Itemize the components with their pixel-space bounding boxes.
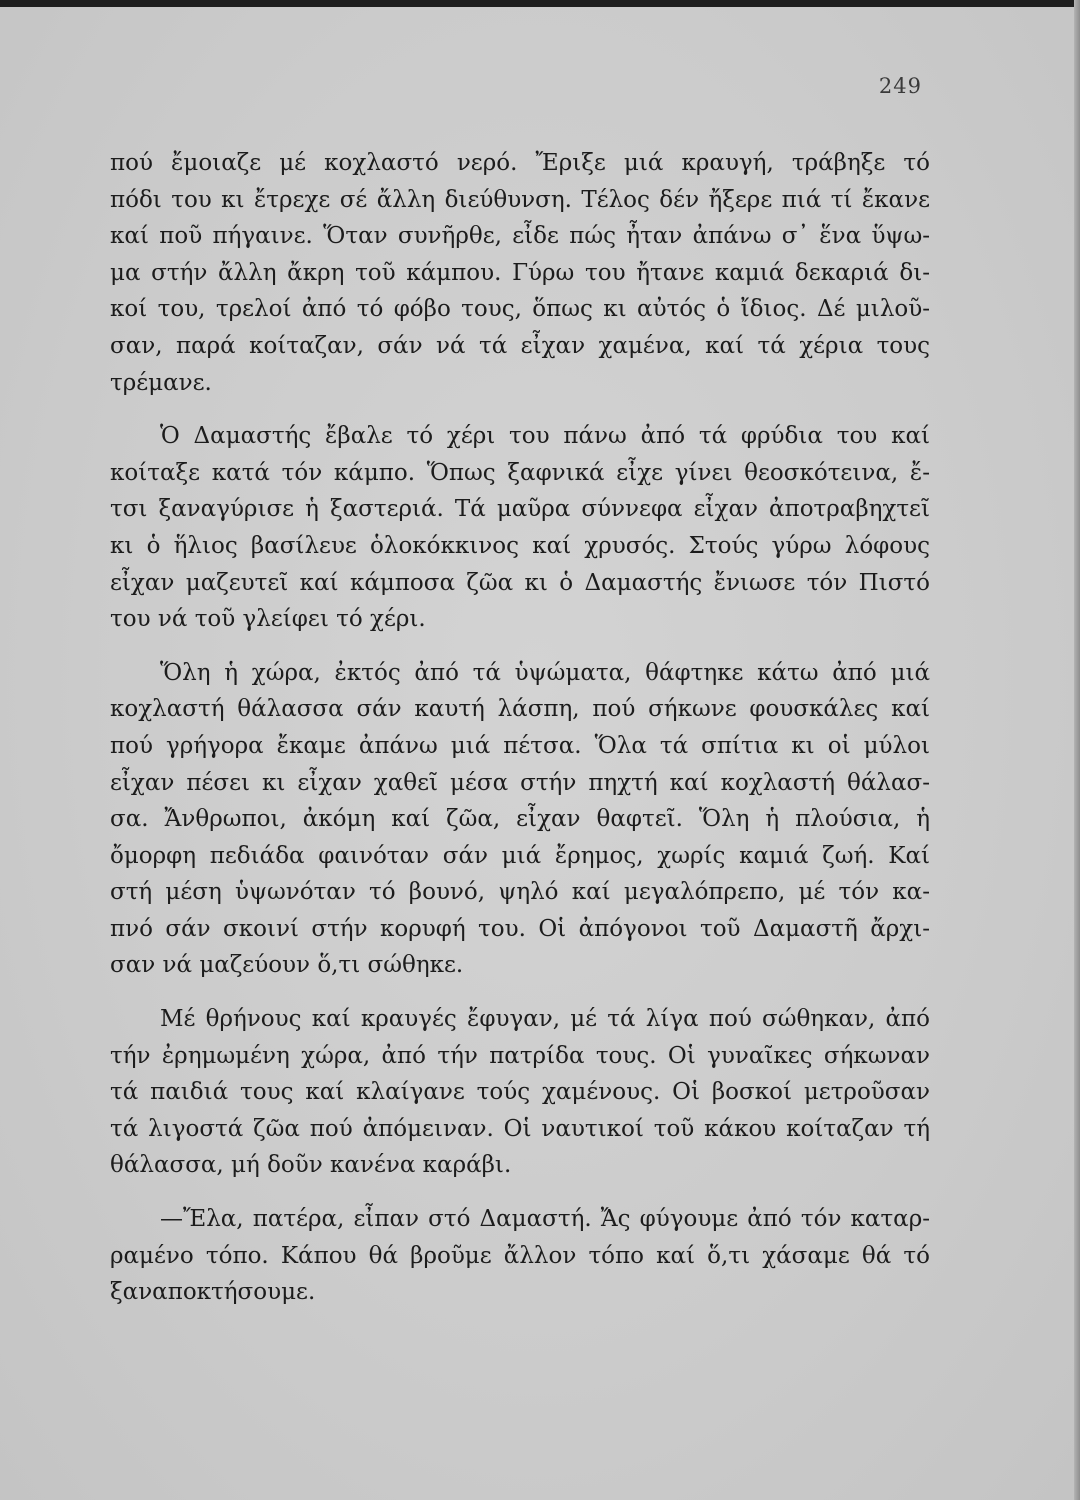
- text-line: τά παιδιά τους καί κλαίγανε τούς χαμένους. Οἱ βοσκοί μετροῦσαν: [110, 1079, 930, 1106]
- text-line: κοχλαστή θάλασσα σάν καυτή λάσπη, πού σήκωνε φουσκάλες καί: [110, 696, 930, 723]
- text-line: —Ἔλα, πατέρα, εἶπαν στό Δαμαστή. Ἄς φύγουμε ἀπό τόν καταρ-: [160, 1206, 930, 1233]
- text-line: κι ὁ ἥλιος βασίλευε ὁλοκόκκινος καί χρυσός. Στούς γύρω λόφους: [110, 532, 930, 559]
- text-line: μα στήν ἄλλη ἄκρη τοῦ κάμπου. Γύρω του ἤτανε καμιά δεκαριά δι-: [110, 259, 930, 286]
- paragraph-1: [110, 145, 930, 401]
- text-line: ὄμορφη πεδιάδα φαινόταν σάν μιά ἔρημος, χωρίς καμιά ζωή. Καί: [110, 842, 930, 869]
- text-line: τά λιγοστά ζῶα πού ἀπόμειναν. Οἱ ναυτικοί τοῦ κάκου κοίταζαν τή: [110, 1115, 930, 1142]
- text-line: θάλασσα, μή δοῦν κανένα καράβι.: [110, 1152, 512, 1179]
- text-line: Μέ θρήνους καί κραυγές ἔφυγαν, μέ τά λίγα πού σώθηκαν, ἀπό: [160, 1006, 930, 1033]
- text-line: Ὅλη ἡ χώρα, ἐκτός ἀπό τά ὑψώματα, θάφτηκε κάτω ἀπό μιά: [160, 659, 930, 686]
- text-line: στή μέση ὑψωνόταν τό βουνό, ψηλό καί μεγαλόπρεπο, μέ τόν κα-: [110, 879, 930, 906]
- text-line: κοί του, τρελοί ἀπό τό φόβο τους, ὅπως κι αὐτός ὁ ἴδιος. Δέ μιλοῦ-: [110, 296, 930, 323]
- paragraph-5-dialogue: [110, 1201, 930, 1311]
- paragraph-4: [110, 1001, 930, 1184]
- text-line: κοίταξε κατά τόν κάμπο. Ὅπως ξαφνικά εἶχε γίνει θεοσκότεινα, ἔ-: [110, 459, 930, 486]
- text-line: τρέμανε.: [110, 369, 212, 396]
- text-line: σαν, παρά κοίταζαν, σάν νά τά εἶχαν χαμένα, καί τά χέρια τους: [110, 332, 930, 359]
- text-line: πού γρήγορα ἔκαμε ἀπάνω μιά πέτσα. Ὅλα τά σπίτια κι οἱ μύλοι: [110, 732, 930, 759]
- text-line: σα. Ἄνθρωποι, ἀκόμη καί ζῶα, εἶχαν θαφτεῖ. Ὅλη ἡ πλούσια, ἡ: [110, 806, 930, 833]
- scan-top-edge: [0, 0, 1080, 7]
- book-page: [0, 7, 1074, 1500]
- paragraph-2: [110, 418, 930, 638]
- page-text: [110, 145, 930, 1328]
- scan-right-edge: [1074, 0, 1080, 1500]
- text-line: ραμένο τόπο. Κάπου θά βροῦμε ἄλλον τόπο καί ὅ,τι χάσαμε θά τό: [110, 1242, 930, 1269]
- text-line: καί ποῦ πήγαινε. Ὅταν συνῆρθε, εἶδε πώς ἦταν ἀπάνω σ᾽ ἕνα ὕψω-: [110, 223, 930, 250]
- text-line: πνό σάν σκοινί στήν κορυφή του. Οἱ ἀπόγονοι τοῦ Δαμαστῆ ἄρχι-: [110, 915, 930, 942]
- text-line: πού ἔμοιαζε μέ κοχλαστό νερό. Ἔριξε μιά κραυγή, τράβηξε τό: [110, 150, 930, 176]
- page-number: 249: [878, 74, 922, 98]
- text-line: εἶχαν πέσει κι εἶχαν χαθεῖ μέσα στήν πηχτή καί κοχλαστή θάλασ-: [110, 769, 930, 796]
- paragraph-3: [110, 655, 930, 984]
- text-line: τήν ἐρημωμένη χώρα, ἀπό τήν πατρίδα τους. Οἱ γυναῖκες σήκωναν: [110, 1042, 930, 1069]
- text-line: του νά τοῦ γλείφει τό χέρι.: [110, 606, 426, 633]
- text-line: Ὁ Δαμαστής ἔβαλε τό χέρι του πάνω ἀπό τά φρύδια του καί: [160, 423, 930, 450]
- text-line: τσι ξαναγύρισε ἡ ξαστεριά. Τά μαῦρα σύννεφα εἶχαν ἀποτραβηχτεῖ: [110, 496, 930, 523]
- text-line: ξαναποκτήσουμε.: [110, 1279, 316, 1306]
- text-line: σαν νά μαζεύουν ὅ,τι σώθηκε.: [110, 952, 464, 979]
- text-line: πόδι του κι ἔτρεχε σέ ἄλλη διεύθυνση. Τέλος δέν ἤξερε πιά τί ἔκανε: [110, 186, 930, 213]
- text-line: εἶχαν μαζευτεῖ καί κάμποσα ζῶα κι ὁ Δαμαστής ἔνιωσε τόν Πιστό: [110, 569, 930, 596]
